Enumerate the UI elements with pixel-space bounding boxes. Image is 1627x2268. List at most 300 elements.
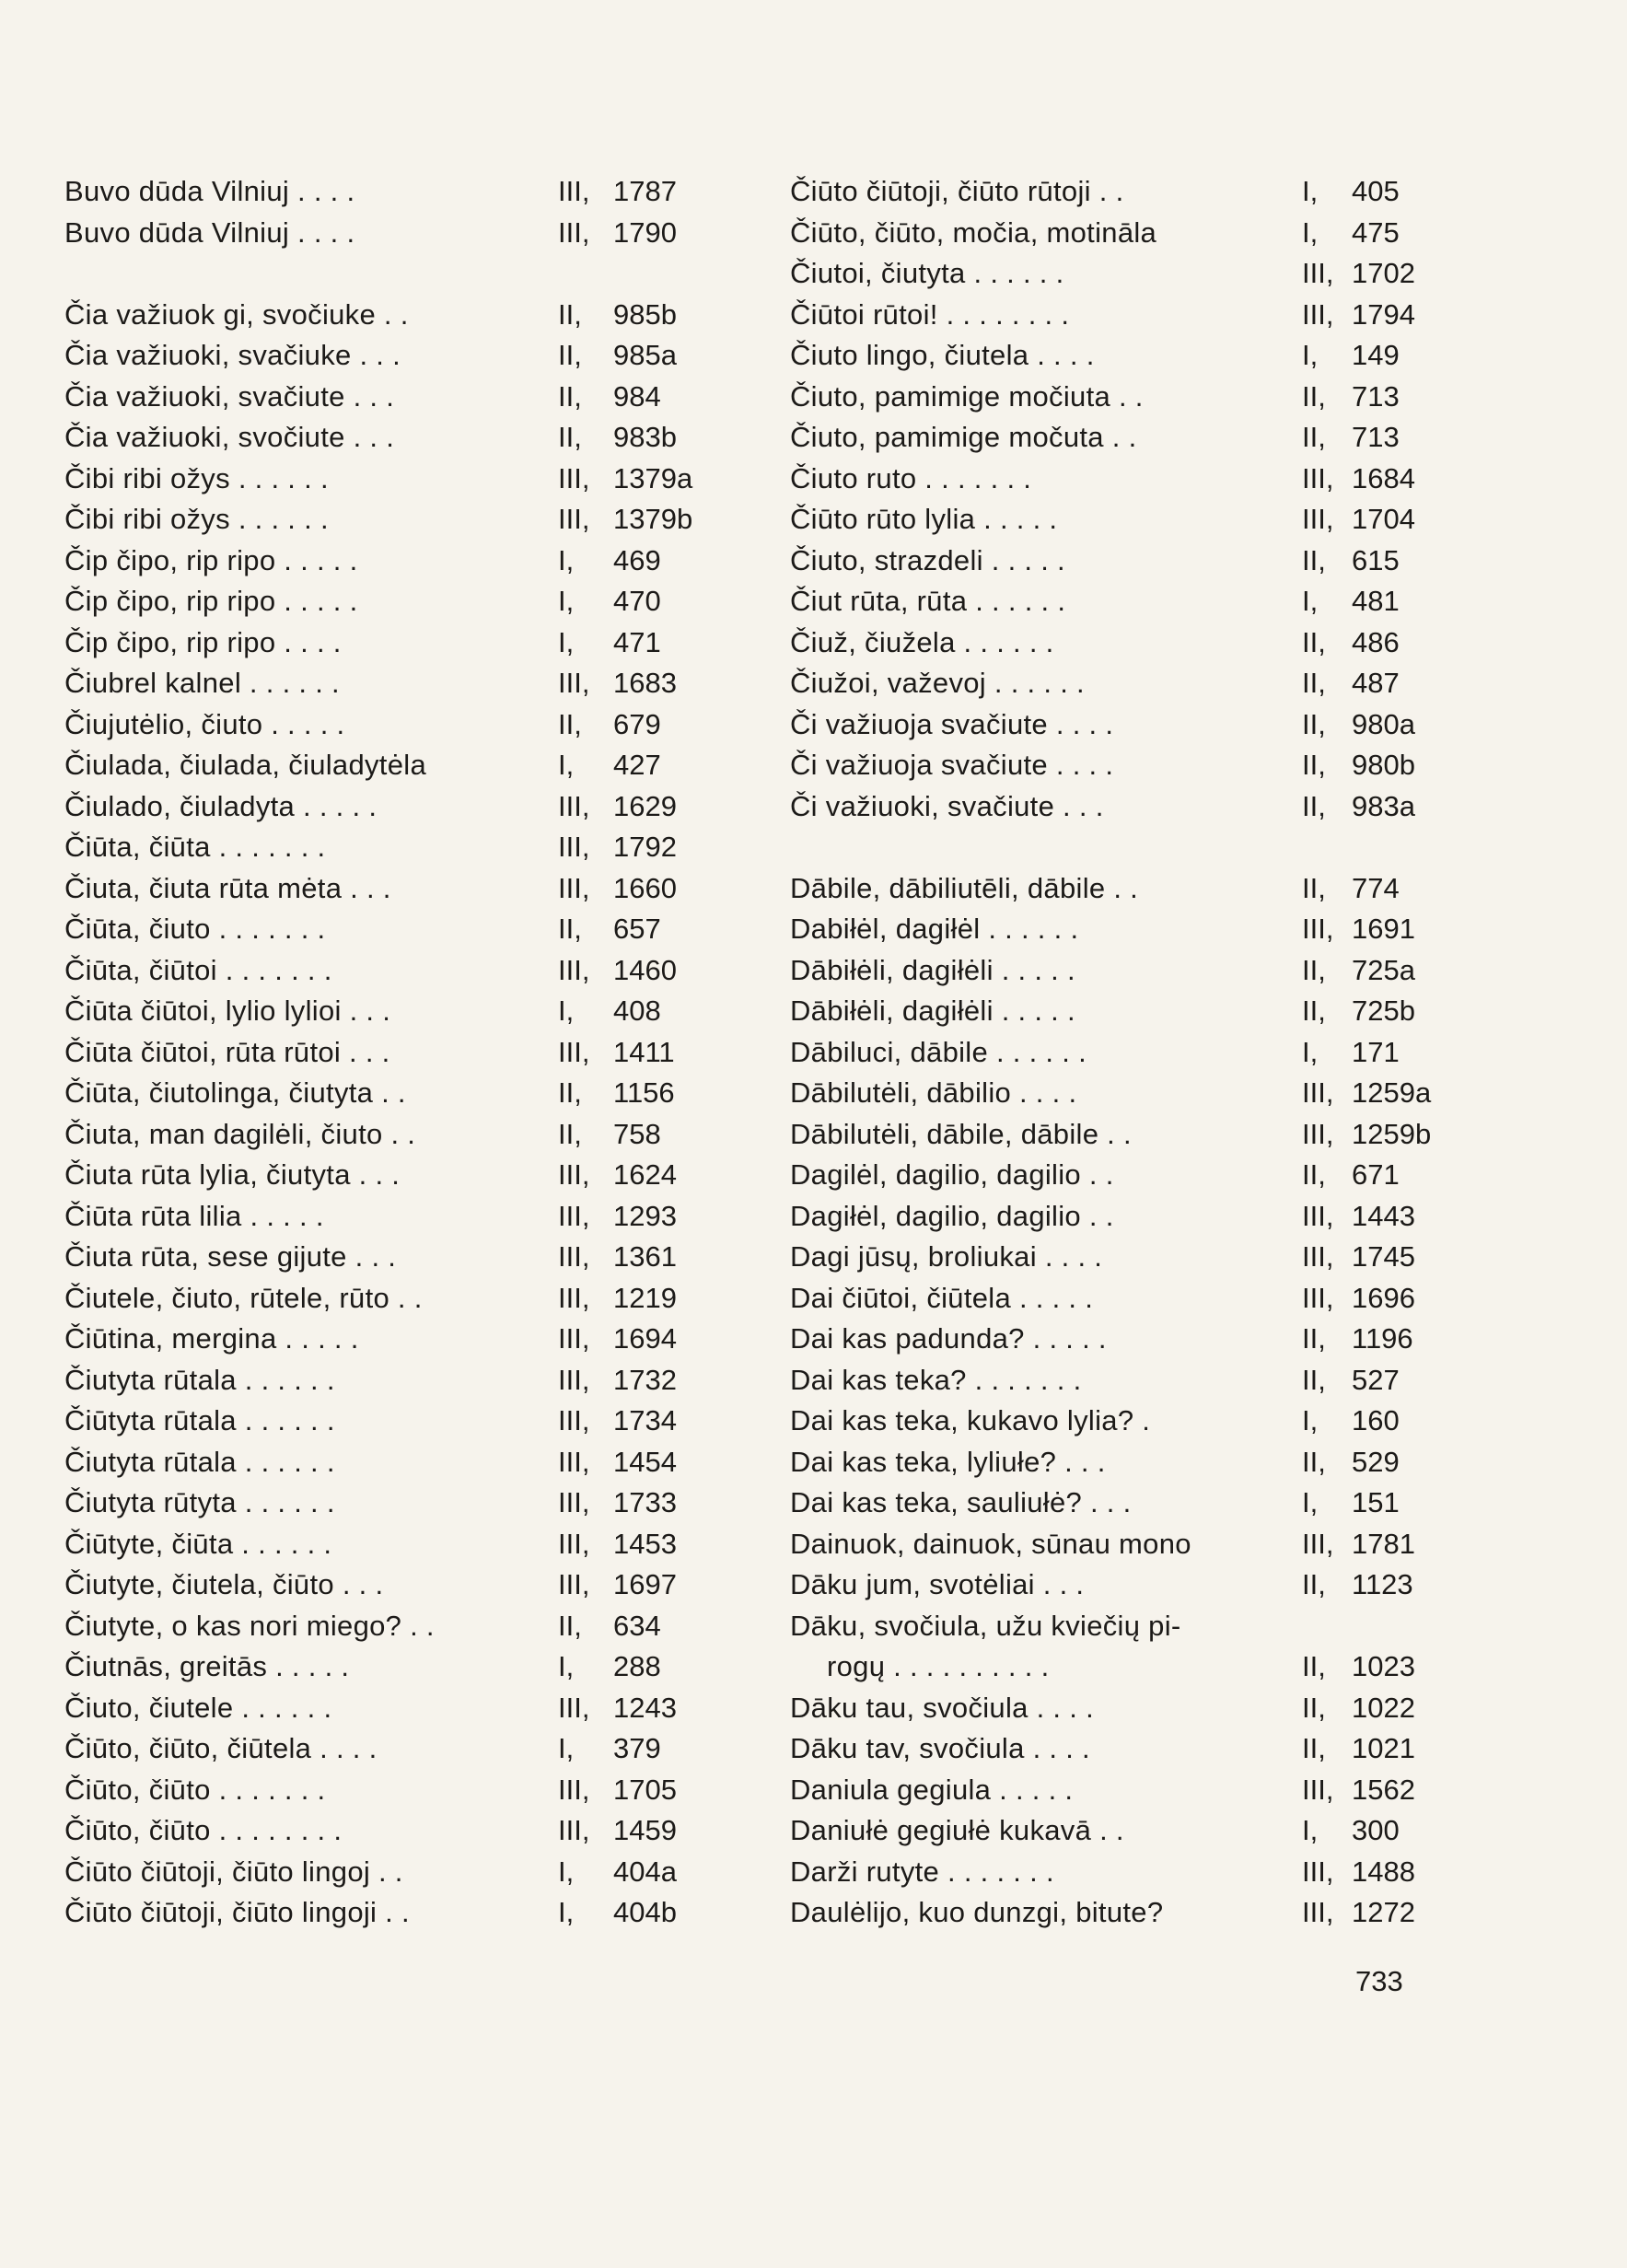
entry-volume: III, <box>1302 461 1334 494</box>
entry-song-number: 1790 <box>613 215 677 249</box>
entry-volume: I, <box>1302 1486 1319 1518</box>
entry-song-number: 657 <box>613 913 661 945</box>
entry-volume: II, <box>1302 1691 1326 1724</box>
entry-title: Čia važiuoki, svačiuke . . . <box>64 339 401 371</box>
entry-song-number: 985a <box>613 339 677 371</box>
entry-title: Čiūtyte, čiūta . . . . . . <box>64 1527 332 1560</box>
entry-volume: I, <box>558 1732 575 1764</box>
entry-title: Daulėlijo, kuo dunzgi, bitute? <box>790 1896 1164 1928</box>
entry-title: Dainuok, dainuok, sūnau mono <box>790 1527 1191 1560</box>
entry-volume: II, <box>1302 707 1326 740</box>
index-entry <box>790 1319 1416 1360</box>
entry-title: Dabiłėl, dagiłėl . . . . . . <box>790 913 1079 945</box>
entry-volume: I, <box>558 543 575 576</box>
index-entry <box>790 1032 1416 1074</box>
entry-volume: II, <box>558 1609 582 1642</box>
entry-song-number: 1684 <box>1352 461 1415 494</box>
left-index-column <box>64 171 691 1934</box>
entry-volume: II, <box>1302 789 1326 822</box>
index-entry <box>790 1114 1432 1156</box>
index-entry <box>64 499 691 541</box>
entry-song-number: 405 <box>1352 175 1400 207</box>
entry-title: Čiūto, čiūto, močia, motināla <box>790 215 1157 249</box>
index-entry <box>64 950 691 992</box>
entry-title: Darži rutyte . . . . . . . <box>790 1855 1054 1888</box>
index-entry <box>790 1852 1416 1893</box>
entry-song-number: 1624 <box>613 1158 677 1191</box>
index-entry <box>790 417 1416 459</box>
entry-title: Čiūta rūta lilia . . . . . <box>64 1199 324 1232</box>
entry-volume: I, <box>558 1855 575 1888</box>
index-entry <box>64 171 691 213</box>
entry-volume: II, <box>1302 1732 1326 1764</box>
index-entry <box>790 1524 1416 1565</box>
index-entry <box>64 377 691 418</box>
entry-song-number: 1683 <box>613 667 677 699</box>
entry-volume: II, <box>1302 953 1326 986</box>
entry-title: Čiutyta rūtala . . . . . . <box>64 1445 335 1478</box>
index-entry <box>64 622 691 664</box>
entry-song-number: 1443 <box>1352 1199 1415 1232</box>
entry-title: Čiūto čiūtoji, čiūto lingoji . . <box>64 1896 410 1928</box>
entry-title: Čiūto, čiūto . . . . . . . . <box>64 1814 343 1846</box>
index-entry <box>790 745 1416 786</box>
entry-song-number: 527 <box>1352 1363 1400 1396</box>
entry-title: Čiuto, čiutele . . . . . . <box>64 1691 332 1724</box>
entry-volume: I, <box>1302 1035 1319 1068</box>
entry-volume: I, <box>558 1650 575 1682</box>
index-entry <box>64 1810 691 1852</box>
index-entry <box>64 1564 691 1606</box>
entry-title: Čia važiuok gi, svočiuke . . <box>64 297 409 331</box>
entry-song-number: 980a <box>1352 707 1415 740</box>
entry-song-number: 1219 <box>613 1281 677 1314</box>
entry-volume: III, <box>558 215 590 249</box>
entry-song-number: 427 <box>613 749 661 781</box>
index-entry <box>64 1646 691 1688</box>
index-entry <box>64 1728 691 1770</box>
entry-title: Dābiłėli, dagiłėli . . . . . <box>790 994 1075 1027</box>
entry-song-number: 1691 <box>1352 913 1415 945</box>
entry-song-number: 151 <box>1352 1486 1400 1518</box>
entry-volume: III, <box>558 1035 590 1068</box>
entry-volume: III, <box>558 1404 590 1436</box>
entry-volume: III, <box>558 1240 590 1273</box>
index-entry <box>790 1401 1416 1442</box>
entry-volume: I, <box>1302 585 1319 617</box>
index-entry <box>64 1237 691 1278</box>
right-index-column <box>790 171 1432 1934</box>
entry-title: Dai kas teka, sauliułė? . . . <box>790 1486 1132 1518</box>
entry-song-number: 634 <box>613 1609 661 1642</box>
entry-volume: III, <box>1302 1855 1334 1888</box>
entry-volume: III, <box>558 953 590 986</box>
entry-volume: I, <box>558 749 575 781</box>
entry-volume: III, <box>558 1158 590 1191</box>
entry-song-number: 1660 <box>613 871 677 904</box>
index-entry <box>64 1852 691 1893</box>
entry-title: Čiutele, čiuto, rūtele, rūto . . <box>64 1281 423 1314</box>
entry-song-number: 1123 <box>1352 1568 1413 1600</box>
index-entry <box>64 417 691 459</box>
entry-title: Dai čiūtoi, čiūtela . . . . . <box>790 1281 1094 1314</box>
entry-song-number: 1696 <box>1352 1281 1415 1314</box>
entry-song-number: 615 <box>1352 543 1400 576</box>
entry-volume: I, <box>1302 1814 1319 1846</box>
entry-song-number: 1629 <box>613 789 677 822</box>
entry-title: Dāku jum, svotėliai . . . <box>790 1568 1085 1600</box>
index-entry <box>64 1278 691 1320</box>
entry-title: Čiuto, pamimige močiuta . . <box>790 379 1144 413</box>
entry-title: Čip čipo, rip ripo . . . . . <box>64 543 358 576</box>
index-entry <box>64 295 691 336</box>
entry-title: Čiūto čiūtoji, čiūto lingoj . . <box>64 1855 403 1888</box>
entry-volume: II, <box>1302 1650 1326 1682</box>
entry-volume: III, <box>558 1322 590 1355</box>
entry-volume: I, <box>1302 175 1319 207</box>
entry-song-number: 1697 <box>613 1568 677 1600</box>
index-entry <box>790 581 1416 622</box>
entry-title: Čiutoi, čiutyta . . . . . . <box>790 257 1064 289</box>
entry-song-number: 1792 <box>613 831 677 863</box>
entry-title: Dai kas teka, lyliułe? . . . <box>790 1445 1106 1478</box>
entry-title: Dagilėl, dagilio, dagilio . . <box>790 1158 1114 1191</box>
entry-title: Dāku tav, svočiula . . . . <box>790 1732 1090 1764</box>
entry-title: Daniułė gegiułė kukavā . . <box>790 1814 1124 1846</box>
index-entry <box>790 1564 1416 1606</box>
entry-song-number: 1745 <box>1352 1240 1415 1273</box>
entry-title: Čiuta, man dagilėli, čiuto . . <box>64 1117 416 1150</box>
entry-volume: III, <box>1302 1773 1334 1806</box>
entry-title: Čiutyte, čiutela, čiūto . . . <box>64 1568 384 1600</box>
entry-volume: III, <box>1302 1281 1334 1314</box>
entry-title: Čiūto rūto lylia . . . . . <box>790 503 1058 535</box>
index-entry <box>64 868 691 910</box>
index-entry <box>790 1646 1416 1688</box>
entry-title: Čiulado, čiuladyta . . . . . <box>64 789 378 822</box>
entry-volume: III, <box>558 1691 590 1724</box>
entry-title: Čiutyta rūtyta . . . . . . <box>64 1486 335 1518</box>
index-entry <box>790 991 1416 1032</box>
entry-volume: III, <box>558 1445 590 1478</box>
entry-volume: III, <box>558 1281 590 1314</box>
index-entry <box>790 213 1416 254</box>
index-entry <box>790 377 1416 418</box>
entry-title: Čiutnās, greitās . . . . . <box>64 1650 350 1682</box>
entry-song-number: 713 <box>1352 421 1400 453</box>
entry-song-number: 1733 <box>613 1486 677 1518</box>
entry-song-number: 288 <box>613 1650 661 1682</box>
entry-song-number: 300 <box>1352 1814 1400 1846</box>
entry-volume: III, <box>1302 913 1334 945</box>
entry-title: Čiūta čiūtoi, rūta rūtoi . . . <box>64 1035 390 1068</box>
entry-title: Čiūta, čiūta . . . . . . . <box>64 831 326 863</box>
entry-volume: II, <box>1302 543 1326 576</box>
entry-title: Buvo dūda Vilniuj . . . . <box>64 175 355 207</box>
entry-volume: III, <box>558 461 590 494</box>
entry-title: Čiūto čiūtoji, čiūto rūtoji . . <box>790 175 1124 207</box>
entry-title: Čibi ribi ožys . . . . . . <box>64 503 329 535</box>
entry-song-number: 1454 <box>613 1445 677 1478</box>
entry-title: Čiūta, čiutolinga, čiutyta . . <box>64 1076 406 1109</box>
entry-volume: III, <box>1302 1240 1334 1273</box>
index-entry <box>64 459 691 500</box>
index-entry <box>790 459 1416 500</box>
index-entry <box>790 1606 1416 1647</box>
index-entry <box>64 1483 691 1524</box>
entry-title: Čiut rūta, rūta . . . . . . <box>790 585 1066 617</box>
entry-volume: II, <box>558 421 582 453</box>
index-entry <box>790 868 1416 910</box>
index-entry <box>790 1688 1416 1729</box>
entry-volume: III, <box>1302 297 1334 331</box>
index-entry <box>64 704 691 746</box>
index-entry <box>64 581 691 622</box>
entry-song-number: 725a <box>1352 953 1415 986</box>
entry-volume: I, <box>1302 215 1319 249</box>
index-entry <box>64 1442 691 1483</box>
entry-song-number: 985b <box>613 297 677 331</box>
entry-volume: II, <box>558 297 582 331</box>
entry-volume: III, <box>558 871 590 904</box>
entry-title: Dai kas padunda? . . . . . <box>790 1322 1107 1355</box>
index-entry <box>790 499 1416 541</box>
entry-song-number: 171 <box>1352 1035 1400 1068</box>
entry-song-number: 980b <box>1352 749 1415 781</box>
entry-song-number: 1411 <box>613 1035 675 1068</box>
index-entry <box>790 1237 1416 1278</box>
entry-song-number: 1694 <box>613 1322 677 1355</box>
entry-song-number: 1702 <box>1352 257 1415 289</box>
index-entry <box>790 1483 1416 1524</box>
entry-volume: I, <box>1302 1404 1319 1436</box>
entry-song-number: 1379a <box>613 461 693 494</box>
entry-title: Čiūta, čiūtoi . . . . . . . <box>64 953 332 986</box>
index-entry <box>64 1360 691 1402</box>
entry-song-number: 1022 <box>1352 1691 1415 1724</box>
entry-title: Čiuta, čiuta rūta mėta . . . <box>64 871 391 904</box>
entry-song-number: 1562 <box>1352 1773 1415 1806</box>
entry-song-number: 725b <box>1352 994 1415 1027</box>
index-spacer <box>64 253 691 295</box>
index-entry <box>790 1810 1416 1852</box>
index-entry <box>64 827 691 868</box>
index-entry <box>64 991 691 1032</box>
entry-song-number: 529 <box>1352 1445 1400 1478</box>
index-entry <box>64 1155 691 1196</box>
index-entry <box>790 335 1416 377</box>
entry-title: Dāku, svočiula, užu kviečių pi- <box>790 1609 1181 1642</box>
entry-song-number: 160 <box>1352 1404 1400 1436</box>
entry-song-number: 1488 <box>1352 1855 1415 1888</box>
index-entry <box>64 1688 691 1729</box>
page-number: 733 <box>1355 1965 1403 1997</box>
entry-song-number: 1293 <box>613 1199 677 1232</box>
entry-title: Čiuž, čiužela . . . . . . <box>790 625 1054 658</box>
entry-volume: II, <box>1302 1158 1326 1191</box>
index-entry <box>64 1319 691 1360</box>
entry-song-number: 679 <box>613 707 661 740</box>
index-entry <box>64 335 691 377</box>
entry-song-number: 1196 <box>1352 1322 1413 1355</box>
entry-volume: III, <box>558 667 590 699</box>
entry-volume: III, <box>558 175 590 207</box>
entry-volume: III, <box>1302 1117 1334 1150</box>
entry-song-number: 984 <box>613 379 661 413</box>
entry-song-number: 1361 <box>613 1240 677 1273</box>
entry-volume: III, <box>1302 1896 1334 1928</box>
entry-title: Dai kas teka? . . . . . . . <box>790 1363 1082 1396</box>
index-entry <box>64 1032 691 1074</box>
index-entry <box>790 1892 1416 1934</box>
entry-title: Čiutyta rūtala . . . . . . <box>64 1363 335 1396</box>
entry-song-number: 1023 <box>1352 1650 1415 1682</box>
entry-song-number: 469 <box>613 543 661 576</box>
entry-volume: II, <box>558 1117 582 1150</box>
index-entry <box>64 1524 691 1565</box>
entry-title: Čiuto ruto . . . . . . . <box>790 461 1032 494</box>
index-entry <box>64 1073 691 1114</box>
index-entry <box>790 786 1416 828</box>
index-entry <box>790 909 1416 950</box>
entry-volume: II, <box>558 339 582 371</box>
entry-title: Dābiłėli, dagiłėli . . . . . <box>790 953 1075 986</box>
entry-volume: III, <box>558 503 590 535</box>
index-entry <box>790 1155 1416 1196</box>
entry-song-number: 404a <box>613 1855 677 1888</box>
entry-title: Čiuto lingo, čiutela . . . . <box>790 339 1095 371</box>
entry-volume: II, <box>558 1076 582 1109</box>
entry-volume: III, <box>558 789 590 822</box>
index-entry <box>64 1770 691 1811</box>
entry-title: Dāku tau, svočiula . . . . <box>790 1691 1094 1724</box>
entry-title: Buvo dūda Vilniuj . . . . <box>64 215 355 249</box>
entry-volume: II, <box>558 707 582 740</box>
entry-volume: II, <box>1302 625 1326 658</box>
entry-title: Čiūtina, mergina . . . . . <box>64 1322 359 1355</box>
entry-song-number: 1734 <box>613 1404 677 1436</box>
entry-song-number: 379 <box>613 1732 661 1764</box>
entry-volume: II, <box>1302 871 1326 904</box>
entry-title: Čiuto, strazdeli . . . . . <box>790 543 1065 576</box>
entry-song-number: 481 <box>1352 585 1400 617</box>
entry-song-number: 1259a <box>1352 1076 1432 1109</box>
entry-title: Dagiłėl, dagilio, dagilio . . <box>790 1199 1114 1232</box>
entry-song-number: 1787 <box>613 175 677 207</box>
index-entry <box>64 1401 691 1442</box>
entry-song-number: 1156 <box>613 1076 675 1109</box>
entry-title: Čiūtyta rūtala . . . . . . <box>64 1404 335 1436</box>
entry-title: Čiūtoi rūtoi! . . . . . . . . <box>790 297 1070 331</box>
index-entry <box>64 1606 691 1647</box>
entry-title: Čia važiuoki, svočiute . . . <box>64 421 395 453</box>
entry-volume: III, <box>1302 1076 1334 1109</box>
entry-title: Či važiuoki, svačiute . . . <box>790 789 1104 822</box>
entry-song-number: 475 <box>1352 215 1400 249</box>
entry-title: Čiubrel kalnel . . . . . . <box>64 667 340 699</box>
entry-song-number: 1781 <box>1352 1527 1415 1560</box>
entry-song-number: 149 <box>1352 339 1400 371</box>
entry-volume: III, <box>558 1568 590 1600</box>
index-entry <box>790 622 1416 664</box>
entry-song-number: 1705 <box>613 1773 677 1806</box>
entry-title: Či važiuoja svačiute . . . . <box>790 707 1114 740</box>
entry-title: Dābilutėli, dābilio . . . . <box>790 1076 1077 1109</box>
index-entry <box>790 541 1416 582</box>
entry-song-number: 1459 <box>613 1814 677 1846</box>
entry-volume: II, <box>1302 1322 1326 1355</box>
entry-volume: II, <box>558 379 582 413</box>
index-entry <box>790 1770 1416 1811</box>
entry-title: Čibi ribi ožys . . . . . . <box>64 461 329 494</box>
entry-volume: II, <box>1302 421 1326 453</box>
entry-song-number: 713 <box>1352 379 1400 413</box>
index-entry <box>790 253 1416 295</box>
entry-title: Čia važiuoki, svačiute . . . <box>64 379 395 413</box>
index-entry <box>790 1196 1416 1238</box>
index-entry <box>790 1728 1416 1770</box>
entry-volume: III, <box>1302 1527 1334 1560</box>
entry-song-number: 470 <box>613 585 661 617</box>
entry-title: Čiutyte, o kas nori miego? . . <box>64 1609 435 1642</box>
index-entry <box>790 1360 1416 1402</box>
entry-volume: III, <box>558 1199 590 1232</box>
entry-song-number: 1272 <box>1352 1896 1415 1928</box>
entry-title: Daniula gegiula . . . . . <box>790 1773 1074 1806</box>
entry-volume: III, <box>558 831 590 863</box>
index-entry <box>64 786 691 828</box>
entry-volume: II, <box>1302 667 1326 699</box>
entry-song-number: 1243 <box>613 1691 677 1724</box>
entry-volume: II, <box>1302 1363 1326 1396</box>
entry-title: Či važiuoja svačiute . . . . <box>790 749 1114 781</box>
entry-song-number: 1379b <box>613 503 693 535</box>
index-entry <box>64 213 691 254</box>
entry-song-number: 1460 <box>613 953 677 986</box>
index-entry <box>64 745 691 786</box>
entry-title: Čiūta čiūtoi, lylio lylioi . . . <box>64 994 391 1027</box>
entry-volume: I, <box>558 585 575 617</box>
entry-volume: II, <box>1302 1445 1326 1478</box>
index-entry <box>64 909 691 950</box>
entry-title: Čiūto, čiūto, čiūtela . . . . <box>64 1732 378 1764</box>
entry-volume: III, <box>558 1527 590 1560</box>
entry-volume: III, <box>558 1363 590 1396</box>
entry-song-number: 404b <box>613 1896 677 1928</box>
index-entry <box>64 1114 691 1156</box>
entry-volume: II, <box>1302 994 1326 1027</box>
index-entry <box>790 295 1416 336</box>
entry-volume: III, <box>558 1486 590 1518</box>
entry-title: Dai kas teka, kukavo lylia? . <box>790 1404 1151 1436</box>
entry-song-number: 487 <box>1352 667 1400 699</box>
entry-song-number: 983b <box>613 421 677 453</box>
entry-song-number: 1021 <box>1352 1732 1415 1764</box>
entry-title: Dābiluci, dābile . . . . . . <box>790 1035 1087 1068</box>
entry-volume: III, <box>1302 257 1334 289</box>
index-entry <box>790 663 1416 704</box>
entry-song-number: 1794 <box>1352 297 1415 331</box>
entry-volume: II, <box>1302 1568 1326 1600</box>
entry-title: Čiuto, pamimige močuta . . <box>790 421 1137 453</box>
entry-song-number: 1732 <box>613 1363 677 1396</box>
index-entry <box>790 171 1416 213</box>
entry-title: Čiuta rūta, sese gijute . . . <box>64 1240 397 1273</box>
index-spacer <box>790 827 1416 868</box>
entry-song-number: 671 <box>1352 1158 1400 1191</box>
index-entry <box>790 950 1416 992</box>
entry-title: Čip čipo, rip ripo . . . . . <box>64 585 358 617</box>
